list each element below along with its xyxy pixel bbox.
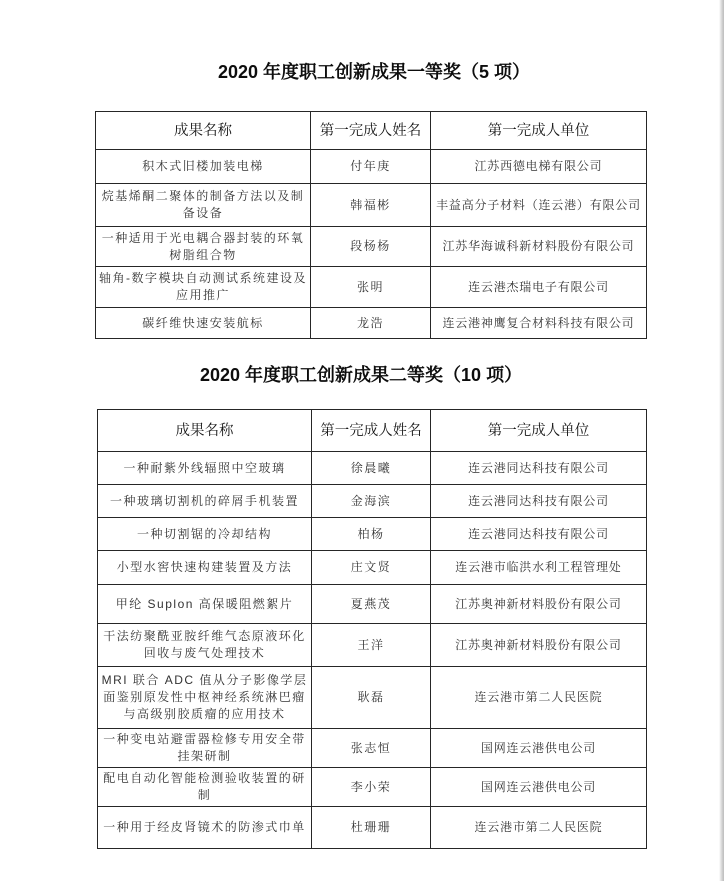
table-row [98, 807, 647, 849]
first-completer-name-cell: 杜珊珊 [312, 807, 431, 849]
achievement-name-cell: 一种变电站避雷器检修专用安全带挂架研制 [98, 729, 312, 768]
column-header-achievement-name: 成果名称 [96, 112, 311, 150]
achievement-name-cell: 一种适用于光电耦合器封装的环氧树脂组合物 [96, 227, 311, 267]
first-completer-name-cell: 王洋 [312, 624, 431, 667]
achievement-name-cell: 一种玻璃切割机的碎屑手机装置 [98, 485, 312, 518]
first-completer-name-cell: 韩福彬 [311, 184, 431, 227]
achievement-name-cell: 碳纤维快速安装航标 [96, 308, 311, 339]
table-row [98, 452, 647, 485]
table-row [96, 267, 647, 308]
column-header-achievement-name: 成果名称 [98, 410, 312, 452]
first-completer-unit-cell: 江苏西德电梯有限公司 [431, 150, 647, 184]
achievement-name-cell: 一种耐紫外线辐照中空玻璃 [98, 452, 312, 485]
column-header-first-completer-unit: 第一完成人单位 [431, 410, 647, 452]
first-completer-unit-cell: 连云港神鹰复合材料科技有限公司 [431, 308, 647, 339]
achievement-name-cell: 小型水窖快速构建装置及方法 [98, 551, 312, 585]
first-completer-unit-cell: 连云港市临洪水利工程管理处 [431, 551, 647, 585]
first-completer-unit-cell: 国网连云港供电公司 [431, 768, 647, 807]
first-completer-unit-cell: 连云港同达科技有限公司 [431, 518, 647, 551]
first-completer-name-cell: 付年庚 [311, 150, 431, 184]
table-header-row [98, 410, 647, 452]
table-row [98, 729, 647, 768]
second-prize-title: 2020 年度职工创新成果二等奖（10 项） [200, 365, 523, 385]
achievement-name-cell: 烷基烯酮二聚体的制备方法以及制备设备 [96, 184, 311, 227]
scan-edge-shadow [719, 0, 724, 881]
column-header-first-completer-name: 第一完成人姓名 [312, 410, 431, 452]
first-completer-name-cell: 徐晨曦 [312, 452, 431, 485]
first-completer-unit-cell: 国网连云港供电公司 [431, 729, 647, 768]
achievement-name-cell: 积木式旧楼加装电梯 [96, 150, 311, 184]
first-completer-name-cell: 庄文贤 [312, 551, 431, 585]
achievement-name-cell: 配电自动化智能检测验收装置的研制 [98, 768, 312, 807]
table-row [98, 768, 647, 807]
table-row [98, 551, 647, 585]
first-completer-name-cell: 耿磊 [312, 667, 431, 729]
first-completer-unit-cell: 丰益高分子材料（连云港）有限公司 [431, 184, 647, 227]
first-completer-name-cell: 张志恒 [312, 729, 431, 768]
first-completer-name-cell: 夏燕茂 [312, 585, 431, 624]
table-row [96, 150, 647, 184]
first-completer-name-cell: 柏杨 [312, 518, 431, 551]
achievement-name-cell: 甲纶 Suplon 高保暖阻燃絮片 [98, 585, 312, 624]
first-completer-name-cell: 张明 [311, 267, 431, 308]
achievement-name-cell: MRI 联合 ADC 值从分子影像学层面鉴别原发性中枢神经系统淋巴瘤与高级别胶质瘤的应用技术 [98, 667, 312, 729]
table-header-row [96, 112, 647, 150]
table-row [98, 485, 647, 518]
first-completer-name-cell: 龙浩 [311, 308, 431, 339]
first-completer-name-cell: 李小荣 [312, 768, 431, 807]
first-completer-unit-cell: 连云港市第二人民医院 [431, 807, 647, 849]
first-completer-unit-cell: 连云港同达科技有限公司 [431, 452, 647, 485]
column-header-first-completer-name: 第一完成人姓名 [311, 112, 431, 150]
first-completer-name-cell: 段杨杨 [311, 227, 431, 267]
first-completer-unit-cell: 连云港市第二人民医院 [431, 667, 647, 729]
first-completer-unit-cell: 江苏奥神新材料股份有限公司 [431, 585, 647, 624]
second-prize-table [97, 409, 647, 849]
table-row [98, 624, 647, 667]
column-header-first-completer-unit: 第一完成人单位 [431, 112, 647, 150]
first-prize-title: 2020 年度职工创新成果一等奖（5 项） [218, 62, 531, 82]
table-row [96, 227, 647, 267]
achievement-name-cell: 干法纺聚酰亚胺纤维气态原液环化回收与废气处理技术 [98, 624, 312, 667]
achievement-name-cell: 轴角-数字模块自动测试系统建设及应用推广 [96, 267, 311, 308]
first-completer-unit-cell: 连云港杰瑞电子有限公司 [431, 267, 647, 308]
achievement-name-cell: 一种切割锯的冷却结构 [98, 518, 312, 551]
table-row [98, 585, 647, 624]
first-completer-unit-cell: 连云港同达科技有限公司 [431, 485, 647, 518]
first-prize-table [95, 111, 647, 339]
first-completer-unit-cell: 江苏奥神新材料股份有限公司 [431, 624, 647, 667]
table-row [96, 308, 647, 339]
first-completer-name-cell: 金海滨 [312, 485, 431, 518]
table-row [96, 184, 647, 227]
achievement-name-cell: 一种用于经皮肾镜术的防渗式巾单 [98, 807, 312, 849]
table-row [98, 518, 647, 551]
table-row [98, 667, 647, 729]
first-completer-unit-cell: 江苏华海诚科新材料股份有限公司 [431, 227, 647, 267]
